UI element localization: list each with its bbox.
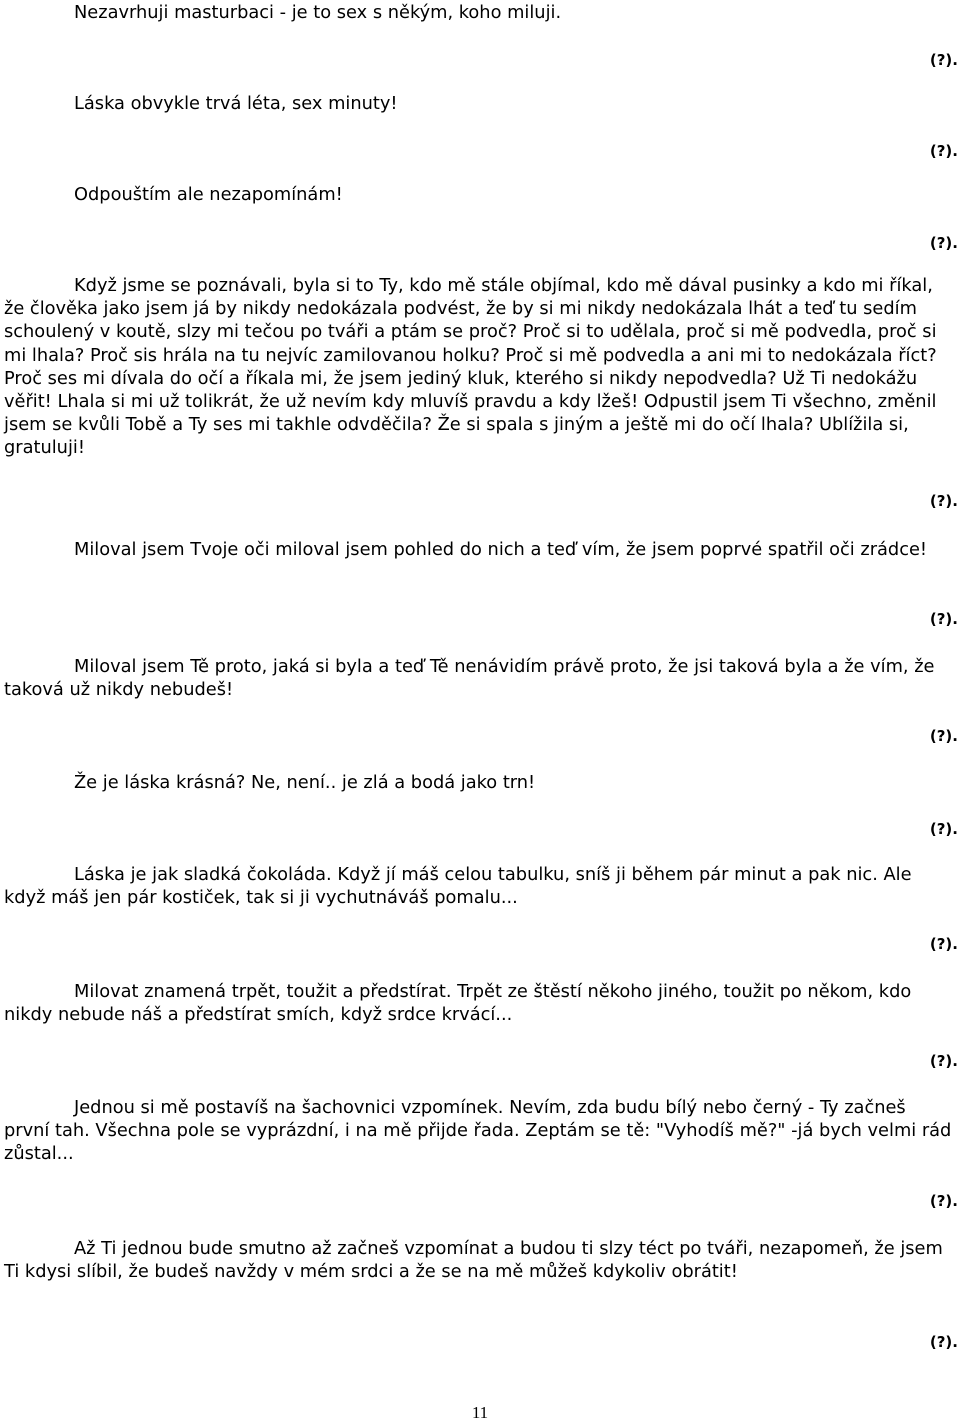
quote-attribution: (?).	[929, 820, 958, 838]
quote-attribution: (?).	[929, 727, 958, 745]
quote-attribution: (?).	[929, 51, 958, 69]
quote-text: Miloval jsem Tvoje oči miloval jsem pohled do nich a teď vím, že jsem poprvé spatřil oči zrádce!	[74, 539, 928, 560]
quote-attribution: (?).	[929, 935, 958, 953]
quote-attribution: (?).	[929, 142, 958, 160]
quote-attribution: (?).	[929, 492, 958, 510]
quote-text: Miloval jsem Tě proto, jaká si byla a teď Tě nenávidím právě proto, že jsi taková byla a že vím, že taková už nikdy nebudeš!	[4, 656, 935, 701]
quote-text: Jednou si mě postavíš na šachovnici vzpomínek. Nevím, zda budu bílý nebo černý - Ty začneš první tah. Všechna pole se vyprázdní, i na mě přijde řada. Zeptám se tě: "Vyhodíš mě?" -já bych velmi rád zůstal...	[4, 1097, 952, 1165]
quote-text: Když jsme se poznávali, byla si to Ty, kdo mě stále objímal, kdo mě dával pusinky a kdo mi říkal, že člověka jako jsem já by nikdy nedokázala podvést, že by si mi nikdy nedokázala lhát a teď tu sedím schoulený v koutě, slzy mi tečou po tváři a ptám se proč? Proč si to udělala, proč si mě podvedla, proč si mi lhala? Proč sis hrála na tu nejvíc zamilovanou holku? Proč si mě podvedla a ani mi to nedokázala říct? Proč ses mi dívala do očí a říkala mi, že jsem jediný kluk, kterého si nikdy nepodvedla? Už Ti nedokážu věřit! Lhala si mi už tolikrát, že už nevím kdy mluvíš pravdu a kdy lžeš! Odpustil jsem Ti všechno, změnil jsem se kvůli Tobě a Ty ses mi takhle odvděčila? Že si spala s jiným a ještě mi do očí lhala? Ublížila si, gratuluji!	[4, 275, 937, 459]
quote-text: Nezavrhuji masturbaci - je to sex s někým, koho miluji.	[74, 2, 562, 23]
page-number: 11	[471, 1403, 489, 1422]
quote-text: Milovat znamená trpět, toužit a předstírat. Trpět ze štěstí někoho jiného, toužit po někom, kdo nikdy nebude náš a předstírat smích, když srdce krvácí...	[4, 981, 912, 1026]
quote-text: Odpouštím ale nezapomínám!	[74, 184, 343, 205]
quote-text: Až Ti jednou bude smutno až začneš vzpomínat a budou ti slzy téct po tváři, nezapomeň, že jsem Ti kdysi slíbil, že budeš navždy v mém srdci a že se na mě můžeš kdykoliv obrátit!	[4, 1238, 943, 1283]
quote-attribution: (?).	[929, 1333, 958, 1351]
quote-attribution: (?).	[929, 234, 958, 252]
quote-text: Láska je jak sladká čokoláda. Když jí máš celou tabulku, sníš ji během pár minut a pak nic. Ale když máš jen pár kostiček, tak si ji vychutnáváš pomalu...	[4, 864, 912, 909]
quote-attribution: (?).	[929, 610, 958, 628]
quote-attribution: (?).	[929, 1052, 958, 1070]
quote-attribution: (?).	[929, 1192, 958, 1210]
quote-text: Že je láska krásná? Ne, není.. je zlá a bodá jako trn!	[74, 772, 536, 793]
quote-text: Láska obvykle trvá léta, sex minuty!	[74, 93, 398, 114]
